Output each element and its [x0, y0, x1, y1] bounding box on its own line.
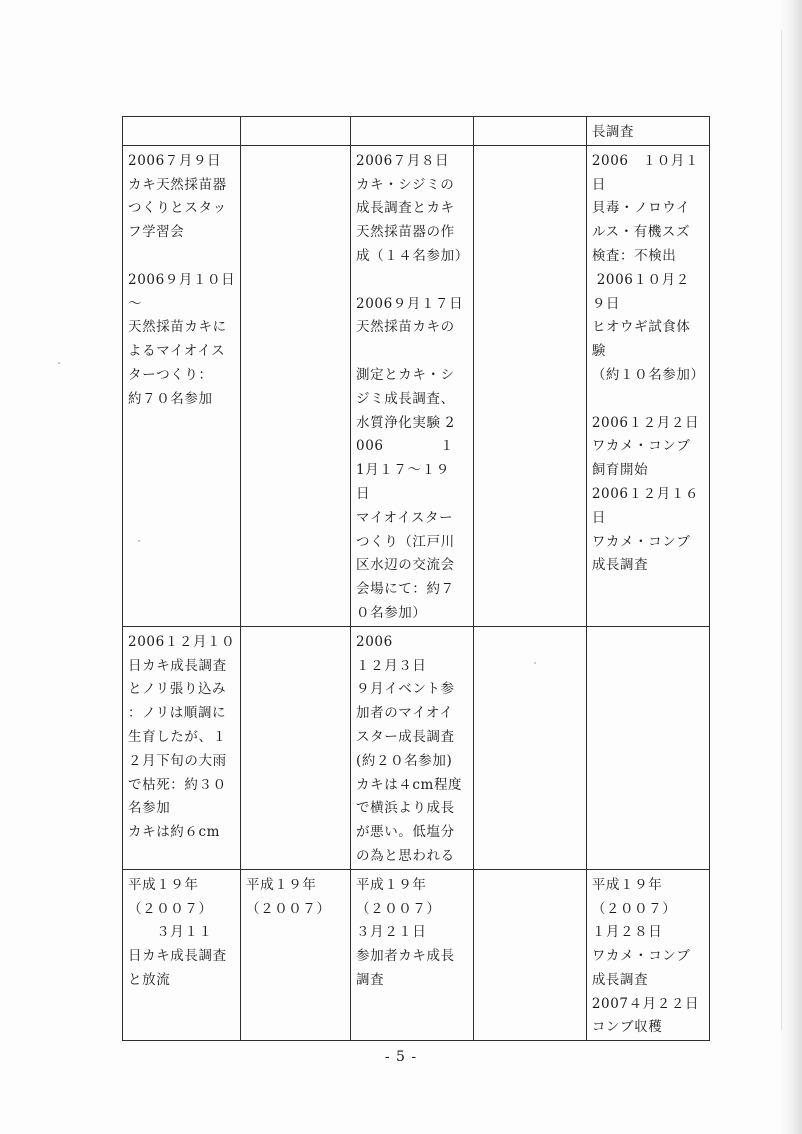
table-row — [123, 145, 710, 626]
table-cell: 平成１９年 （２００７） — [241, 869, 351, 1041]
table-cell: 2006１２月１０ 日カキ成長調査 とノリ張り込み ：ノリは順調に 生育したが、１ ２月下旬の大雨 で枯死：約３０ 名参加 カキは約６cm — [123, 626, 241, 869]
table-row — [123, 117, 710, 146]
table-cell — [473, 869, 586, 1041]
table-cell: 平成１９年 （２００７） ３月１１ 日カキ成長調査 と放流 — [123, 869, 241, 1041]
table-cell — [473, 145, 586, 626]
table-cell: 平成１９年 （２００７） ３月２１日 参加者カキ成長 調査 — [351, 869, 474, 1041]
table-cell — [473, 626, 586, 869]
scan-speck — [534, 662, 536, 664]
scan-speck — [138, 540, 140, 542]
table-cell — [351, 117, 474, 146]
table-cell — [241, 145, 351, 626]
table-cell — [586, 626, 709, 869]
table-cell — [123, 117, 241, 146]
scan-edge-line — [781, 30, 782, 1030]
table-cell: 2006７月８日 カキ・シジミの 成長調査とカキ 天然採苗器の作 成（１４名参加） 2006９月１７日 天然採苗カキの 測定とカキ・シ ジミ成長調査、 水質浄化実験 2 006 １ 1月１７～１９ 日 マイオイスター つくり（江戸川 区水辺の交流会 会場にて：約７ ０名参加） — [351, 145, 474, 626]
scan-speck — [58, 362, 60, 364]
table-cell: 長調査 — [586, 117, 709, 146]
table-cell — [241, 626, 351, 869]
table-cell — [241, 117, 351, 146]
table-cell: 2006 １２月３日 ９月イベント参 加者のマイオイ スター成長調査 (約２０名参加) カキは４cm程度 で横浜より成長 が悪い。低塩分 の為と思われる — [351, 626, 474, 869]
page-number: - 5 - — [384, 1049, 418, 1065]
activity-table — [122, 116, 710, 1041]
table-row — [123, 626, 710, 869]
table-row — [123, 869, 710, 1041]
table-cell — [473, 117, 586, 146]
table-cell: 平成１９年 （２００７） １月２８日 ワカメ・コンブ 成長調査 2007４月２２日 コンブ収穫 — [586, 869, 709, 1041]
table-cell: 2006 １０月１ 日 貝毒・ノロウイ ルス・有機スズ 検査：不検出 2006１０月２ ９日 ヒオウギ試食体 験 （約１０名参加） 2006１２月２日 ワカメ・コンブ 飼育開始 2006１２月１６ 日 ワカメ・コンブ 成長調査 — [586, 145, 709, 626]
table-cell: 2006７月９日 カキ天然採苗器 つくりとスタッ フ学習会 2006９月１０日 ～ 天然採苗カキに よるマイオイス ターつくり： 約７０名参加 — [123, 145, 241, 626]
